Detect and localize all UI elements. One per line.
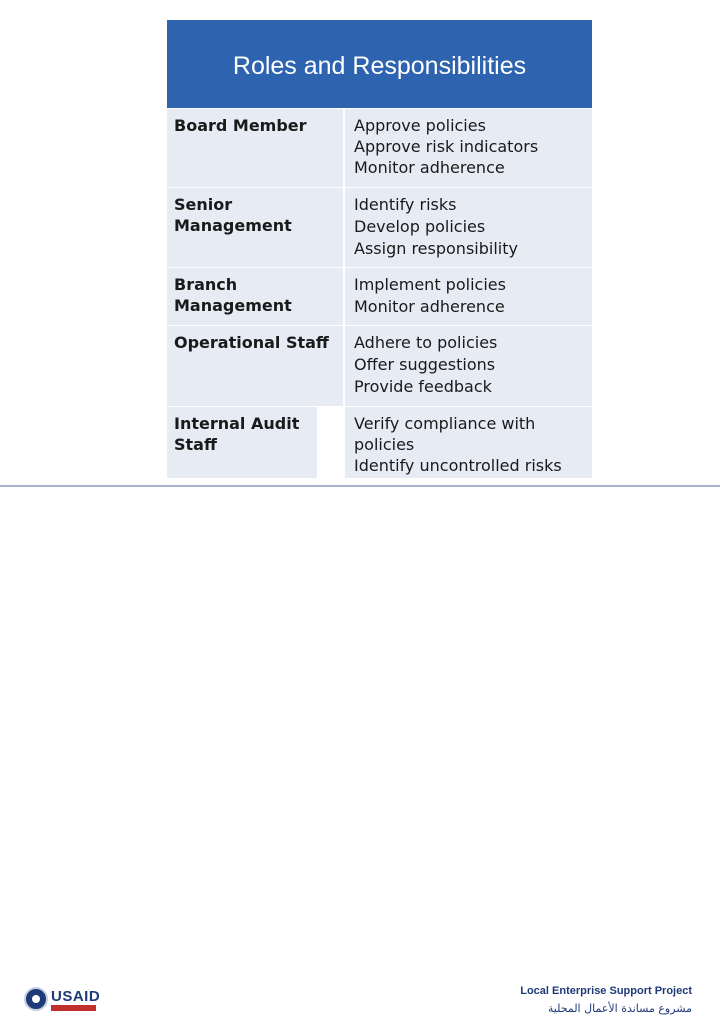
role-cell: Branch Management: [167, 268, 343, 325]
footer: [0, 487, 720, 1015]
usaid-stripe: [51, 1005, 96, 1011]
responsibility-item: Approve risk indicators: [354, 137, 539, 156]
responsibility-item: Implement policies: [354, 275, 506, 294]
table-row: [167, 108, 592, 187]
project-name-ar: مشروع مساندة الأعمال المحلية: [547, 1002, 692, 1015]
responsibility-item: Develop policies: [354, 217, 486, 236]
table-row: [167, 325, 592, 406]
project-name-en: Local Enterprise Support Project: [520, 985, 692, 997]
responsibility-item: Provide feedback: [354, 377, 492, 396]
page-title: Roles and Responsibilities: [232, 52, 527, 80]
role-cell: Operational Staff: [167, 326, 343, 406]
responsibility-cell: [345, 109, 592, 187]
title-banner: [167, 20, 592, 108]
usaid-logo-text: USAID: [51, 988, 101, 1005]
usaid-seal-icon: [24, 987, 48, 1011]
responsibility-item: Verify compliance with policies: [354, 414, 536, 454]
role-cell: Senior Management: [167, 188, 343, 267]
responsibility-item: Assign responsibility: [354, 239, 518, 258]
responsibility-item: Offer suggestions: [354, 355, 496, 374]
table-row: [167, 267, 592, 325]
responsibility-item: Identify uncontrolled risks: [354, 456, 562, 475]
usaid-logo: [24, 987, 101, 1015]
responsibility-cell: [345, 188, 592, 267]
project-logo: [512, 985, 692, 1019]
table-row: [167, 406, 592, 478]
responsibility-item: Monitor adherence: [354, 297, 505, 316]
responsibility-cell: [345, 268, 592, 325]
responsibility-cell: [345, 407, 592, 478]
table-row: [167, 187, 592, 267]
responsibility-item: Approve policies: [354, 116, 486, 135]
role-cell: Internal Audit Staff: [167, 407, 317, 478]
responsibility-item: Identify risks: [354, 195, 457, 214]
role-cell: Board Member: [167, 109, 343, 187]
responsibility-item: Monitor adherence: [354, 158, 505, 177]
responsibility-item: Adhere to policies: [354, 333, 498, 352]
responsibility-cell: [345, 326, 592, 406]
roles-table: [167, 108, 592, 478]
